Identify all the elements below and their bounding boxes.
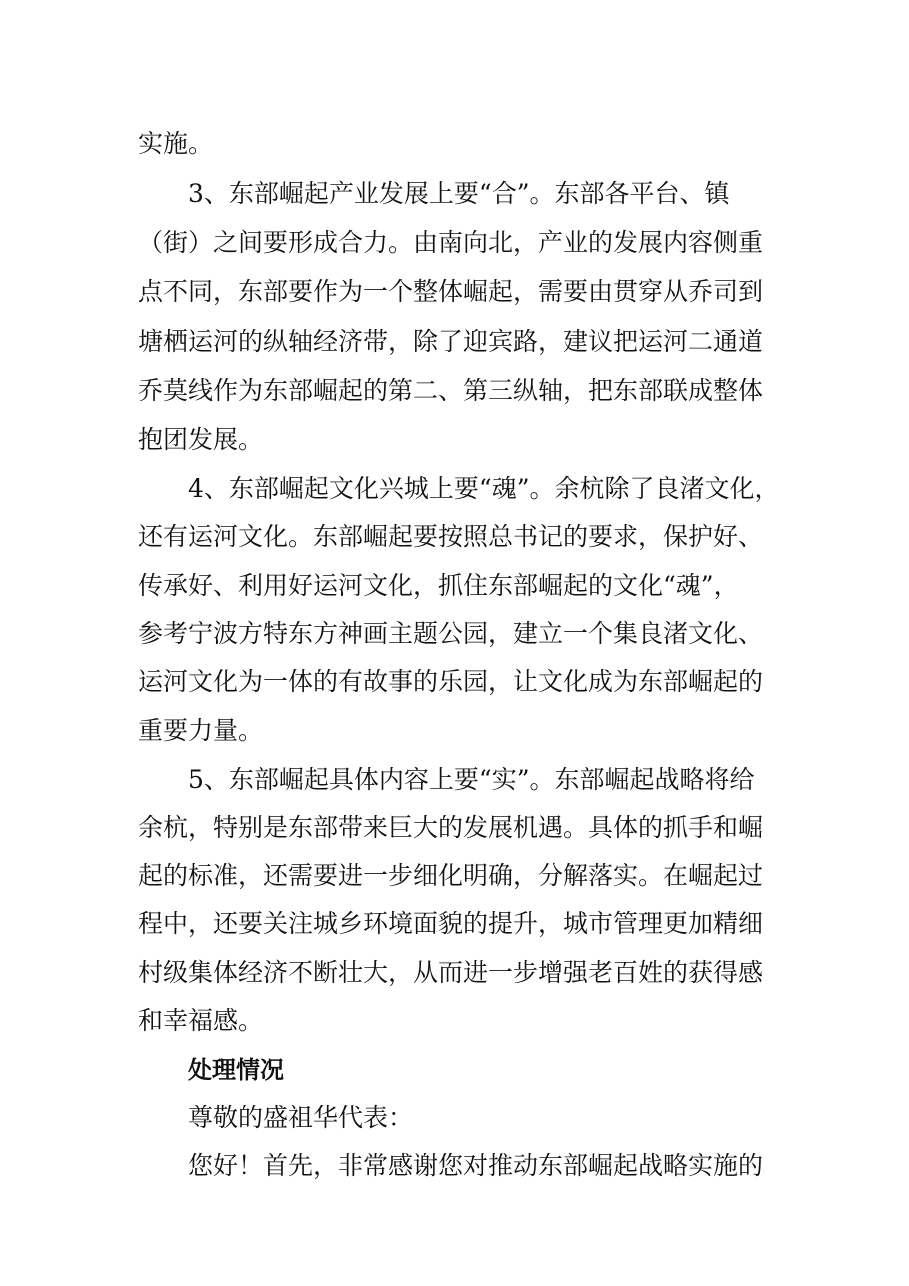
section-heading: 处理情况 xyxy=(188,1056,284,1084)
paragraph-3-line-4: 塘栖运河的纵轴经济带，除了迎宾路，建议把运河二通道 xyxy=(138,327,764,356)
paragraph-4-line-4: 参考宁波方特东方神画主题公园，建立一个集良渚文化、 xyxy=(138,619,764,648)
paragraph-4-line-5: 运河文化为一体的有故事的乐园，让文化成为东部崛起的 xyxy=(138,667,764,696)
paragraph-3-line-3: 点不同，东部要作为一个整体崛起，需要由贯穿从乔司到 xyxy=(138,277,764,306)
paragraph-4-line-1: 4、东部崛起文化兴城上要“魂”。余杭除了良渚文化， xyxy=(188,474,780,503)
paragraph-3-line-5: 乔莫线作为东部崛起的第二、第三纵轴，把东部联成整体 xyxy=(138,376,764,405)
paragraph-3-line-2: （街）之间要形成合力。由南向北，产业的发展内容侧重 xyxy=(138,228,764,257)
paragraph-4-line-6: 重要力量。 xyxy=(138,716,264,745)
salutation: 尊敬的盛祖华代表： xyxy=(188,1103,414,1132)
paragraph-5-line-1: 5、东部崛起具体内容上要“实”。东部崛起战略将给 xyxy=(188,765,755,794)
paragraph-3-line-6: 抱团发展。 xyxy=(138,425,264,454)
paragraph-4-line-2: 还有运河文化。东部崛起要按照总书记的要求，保护好、 xyxy=(138,522,764,551)
reply-opening-line: 您好！首先，非常感谢您对推动东部崛起战略实施的 xyxy=(188,1151,764,1180)
paragraph-2-end-line: 实施。 xyxy=(138,129,214,158)
paragraph-5-line-2: 余杭，特别是东部带来巨大的发展机遇。具体的抓手和崛 xyxy=(138,813,764,842)
paragraph-4-line-3: 传承好、利用好运河文化，抓住东部崛起的文化“魂”， xyxy=(138,571,739,600)
paragraph-3-line-1: 3、东部崛起产业发展上要“合”。东部各平台、镇 xyxy=(188,179,730,208)
paragraph-5-line-4: 程中，还要关注城乡环境面貌的提升，城市管理更加精细 xyxy=(138,909,764,938)
paragraph-5-line-3: 起的标准，还需要进一步细化明确，分解落实。在崛起过 xyxy=(138,861,764,890)
paragraph-5-line-5: 村级集体经济不断壮大，从而进一步增强老百姓的获得感 xyxy=(138,958,764,987)
paragraph-5-line-6: 和幸福感。 xyxy=(138,1006,264,1035)
